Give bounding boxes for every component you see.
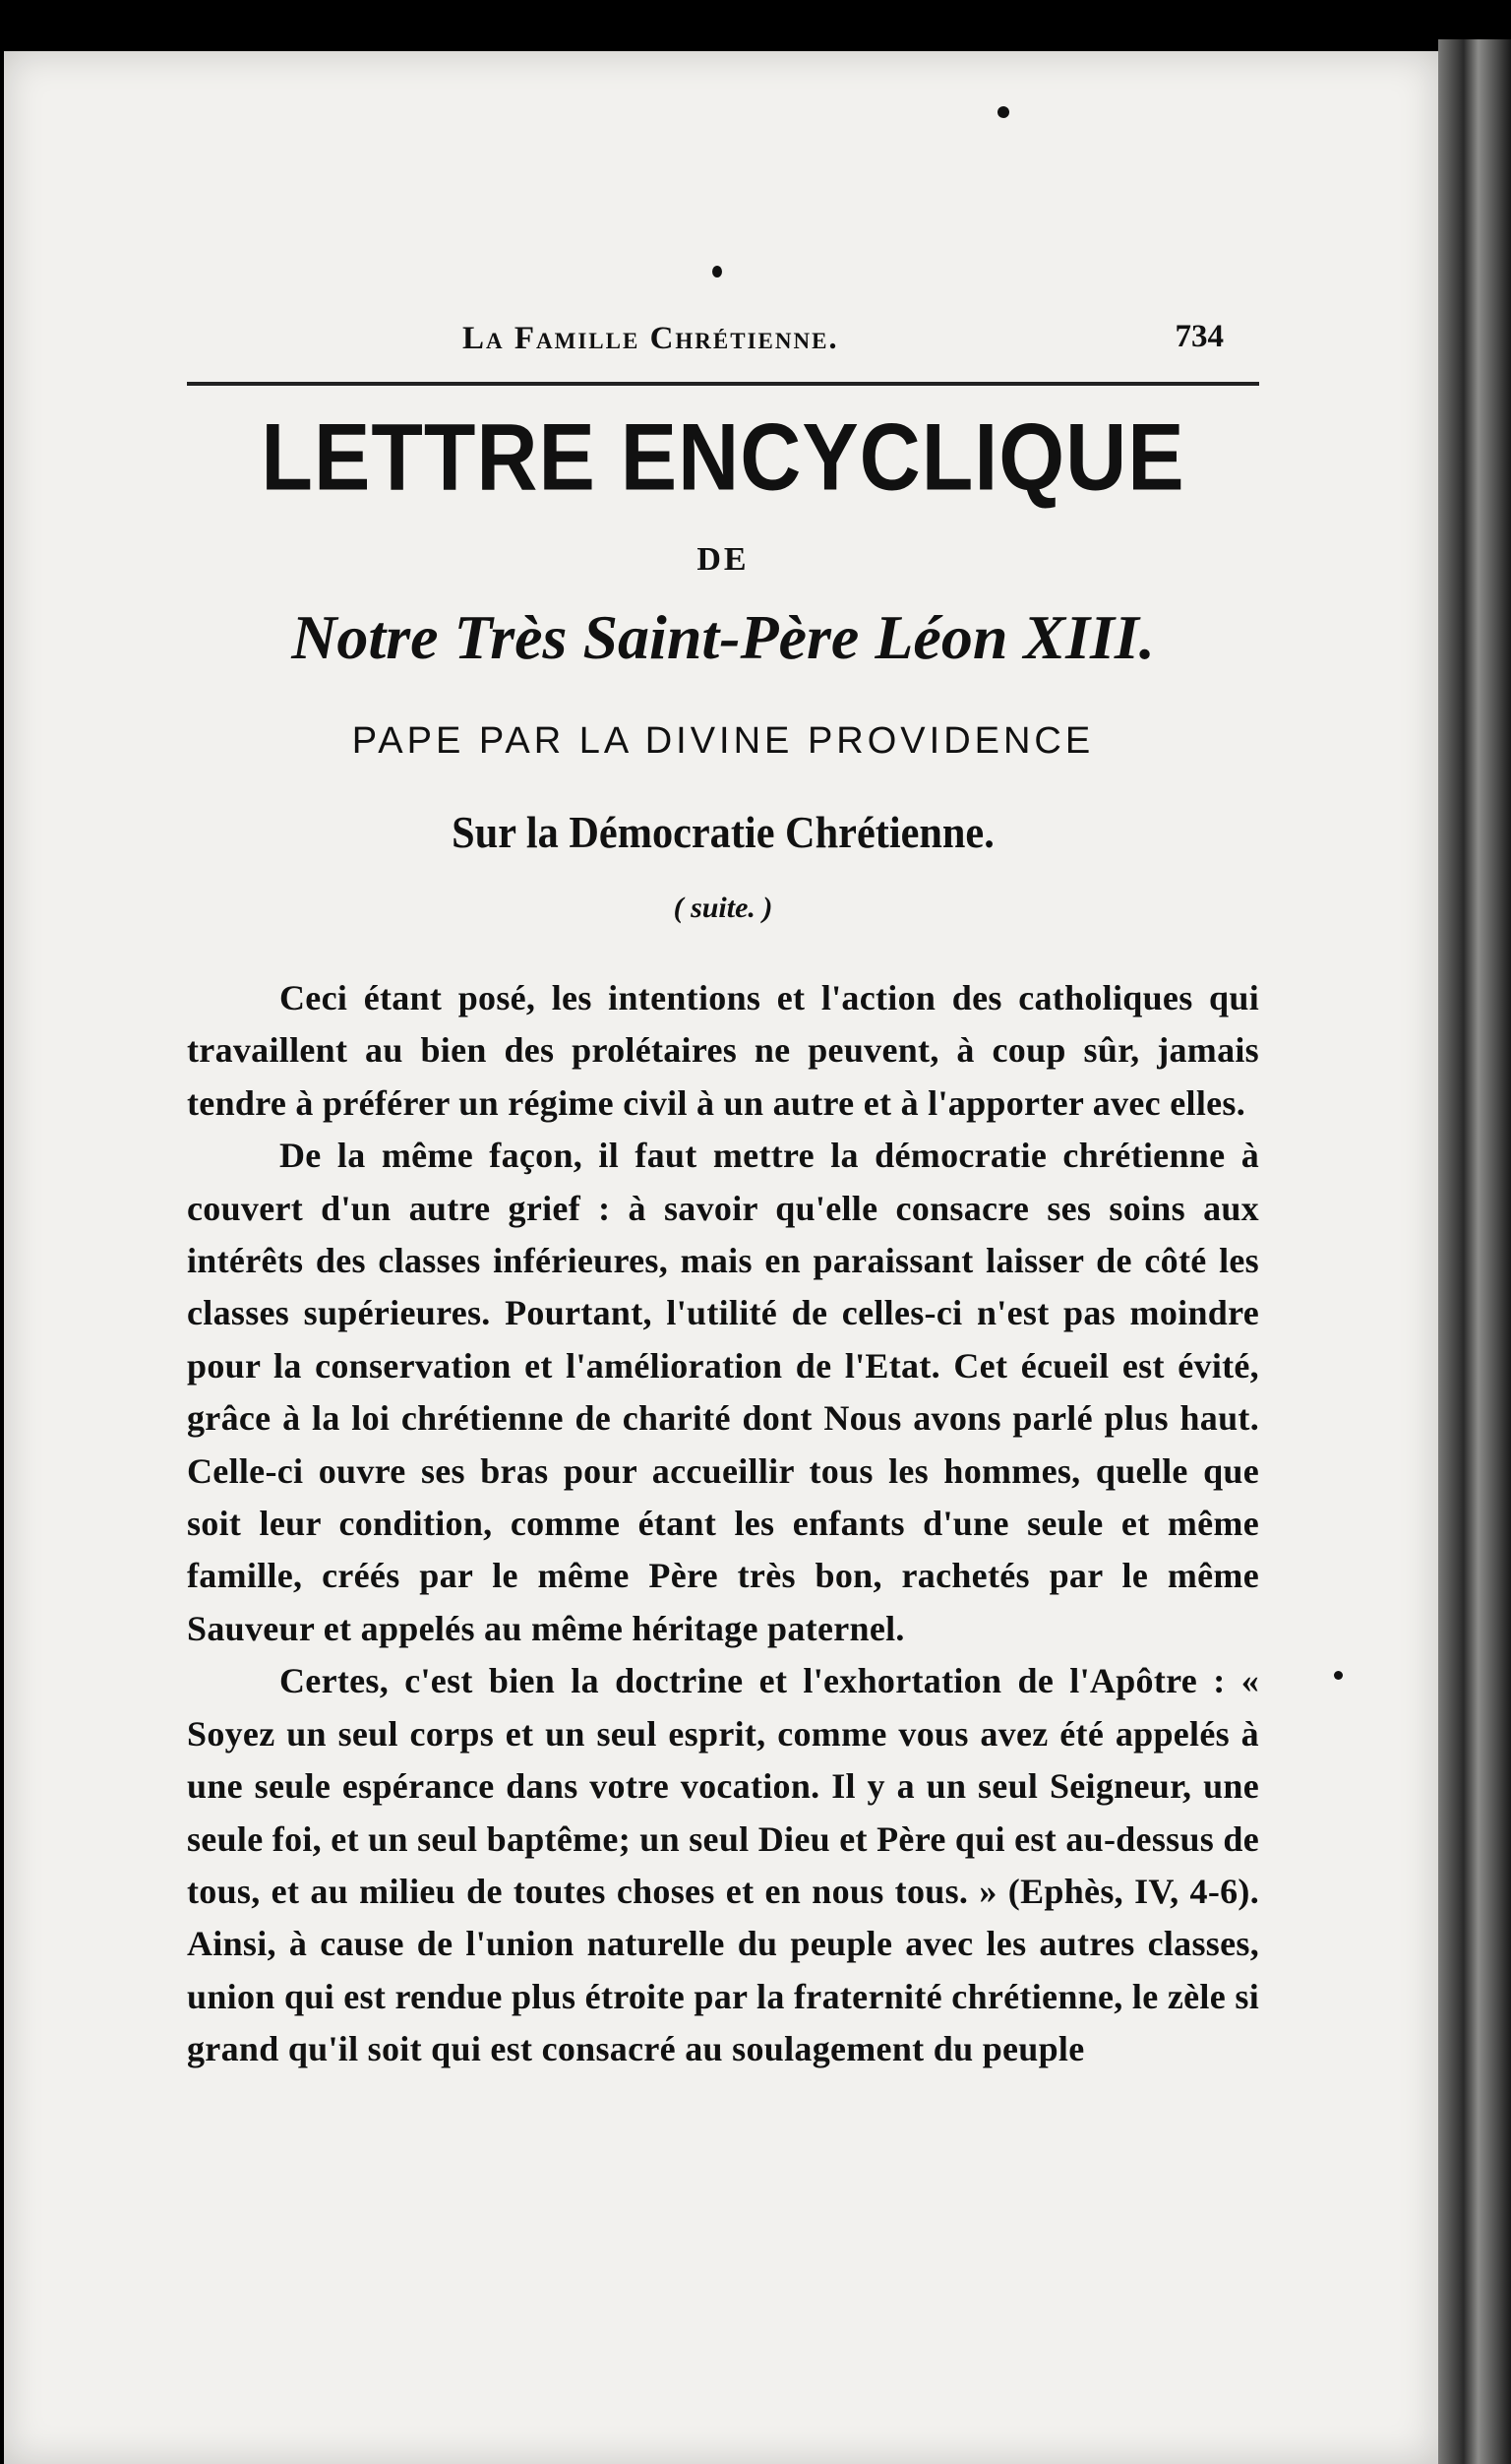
encyclical-subject: Sur la Démocratie Chrétienne. bbox=[452, 807, 995, 857]
ink-speck bbox=[997, 106, 1009, 118]
title-de: DE bbox=[696, 541, 750, 578]
paragraph: Ceci étant posé, les intentions et l'action des catholiques qui travaillent au bien des prolétaires ne peuvent, à coup sûr, jamais tendre à préférer un régime civil à un autre et à l'apporter avec elles. bbox=[187, 978, 1259, 1123]
encyclical-title: LETTRE ENCYCLIQUE bbox=[261, 404, 1185, 511]
running-head-title: La Famille Chrétienne. bbox=[462, 321, 839, 356]
header-rule bbox=[187, 382, 1259, 386]
page-number: 734 bbox=[1175, 319, 1224, 354]
book-edge-shadow bbox=[1438, 39, 1511, 2464]
page-content bbox=[187, 315, 1259, 2076]
body-text bbox=[187, 972, 1259, 2076]
pope-name: Notre Très Saint-Père Léon XIII. bbox=[291, 602, 1155, 672]
pope-subtitle: PAPE PAR LA DIVINE PROVIDENCE bbox=[351, 720, 1095, 762]
ink-speck bbox=[1334, 1671, 1343, 1680]
paragraph: Certes, c'est bien la doctrine et l'exhortation de l'Apôtre : « Soyez un seul corps et un seul esprit, comme vous avez été appelés à une seule espérance dans votre vocation. Il y a un seul Seigneur, une seule foi, et un seul baptême; un seul Dieu et Père qui est au-dessus de tous, et au milieu de toutes choses et en nous tous. » (Ephès, IV, 4-6). Ainsi, à cause de l'union naturelle du peuple avec les autres classes, union qui est rendue plus étroite par la fraternité chrétienne, le zèle si grand qu'il soit qui est consacré au soulagement du peuple bbox=[187, 1661, 1259, 2069]
running-head bbox=[187, 315, 1259, 366]
ink-speck bbox=[712, 266, 722, 277]
continued-note: ( suite. ) bbox=[673, 892, 773, 924]
paragraph: De la même façon, il faut mettre la démocratie chrétienne à couvert d'un autre grief : à savoir qu'elle consacre ses soins aux intérêts des classes inférieures, mais en paraissant laisser de côté les classes supérieures. Pourtant, l'utilité de celles-ci n'est pas moindre pour la conservation et l'amélioration de l'Etat. Cet écueil est évité, grâce à la loi chrétienne de charité dont Nous avons parlé plus haut. Celle-ci ouvre ses bras pour accueillir tous les hommes, quelle que soit leur condition, comme étant les enfants d'une seule et même famille, créés par le même Père très bon, rachetés par le même Sauveur et appelés au même héritage paternel. bbox=[187, 1136, 1259, 1648]
